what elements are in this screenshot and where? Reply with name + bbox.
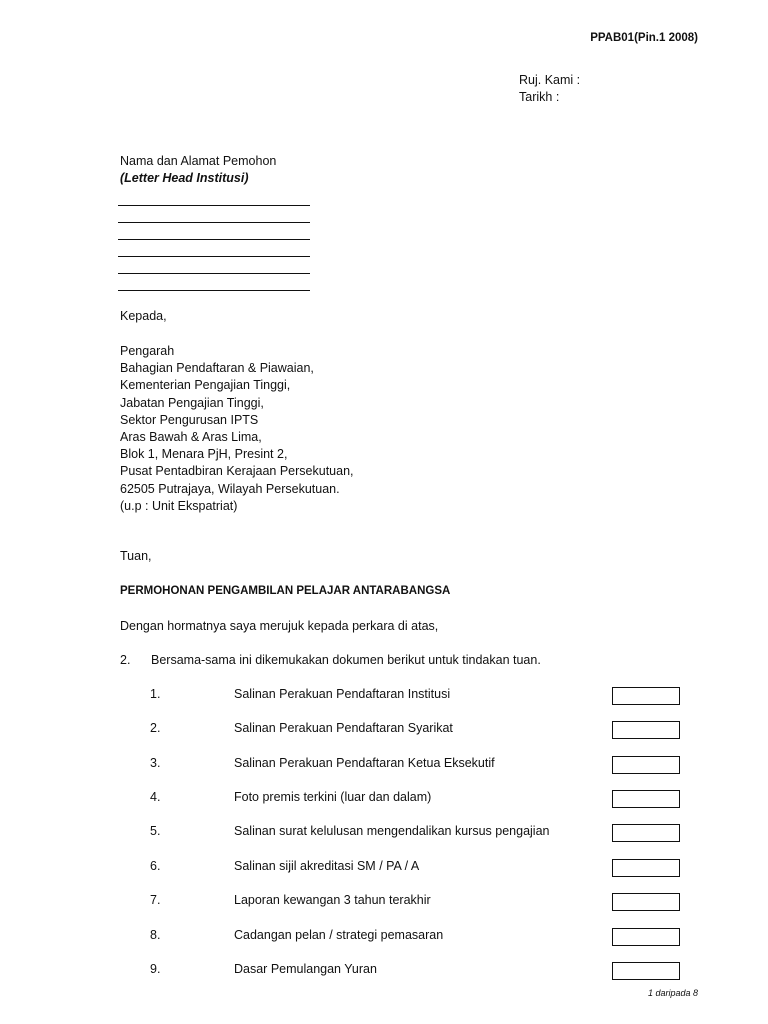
recipient-line: Bahagian Pendaftaran & Piawaian, xyxy=(120,361,314,376)
document-label: Salinan Perakuan Pendaftaran Syarikat xyxy=(234,721,453,735)
recipient-line: Pusat Pentadbiran Kerajaan Persekutuan, xyxy=(120,464,354,479)
document-checkbox[interactable] xyxy=(612,893,680,911)
address-blank-line[interactable] xyxy=(118,205,310,206)
form-code: PPAB01(Pin.1 2008) xyxy=(590,32,698,44)
document-number: 6. xyxy=(150,859,161,873)
document-label: Salinan surat kelulusan mengendalikan kursus pengajian xyxy=(234,824,550,838)
document-number: 7. xyxy=(150,893,161,907)
recipient-line: Pengarah xyxy=(120,344,175,358)
document-item xyxy=(0,859,768,879)
reference-block xyxy=(519,72,580,106)
applicant-block xyxy=(120,153,276,187)
salutation-to: Kepada, xyxy=(120,309,167,323)
document-number: 8. xyxy=(150,928,161,942)
document-checkbox[interactable] xyxy=(612,824,680,842)
address-blank-line[interactable] xyxy=(118,222,310,223)
document-checkbox[interactable] xyxy=(612,928,680,946)
tarikh-label: Tarikh : xyxy=(519,90,560,104)
document-number: 1. xyxy=(150,687,161,701)
recipient-line: Kementerian Pengajian Tinggi, xyxy=(120,378,291,393)
paragraph-number: 2. xyxy=(120,653,131,667)
document-number: 3. xyxy=(150,756,161,770)
recipient-address xyxy=(120,343,354,515)
document-item xyxy=(0,790,768,810)
recipient-line: 62505 Putrajaya, Wilayah Persekutuan. xyxy=(120,481,340,496)
salutation: Tuan, xyxy=(120,549,152,563)
document-item xyxy=(0,721,768,741)
address-blank-line[interactable] xyxy=(118,239,310,240)
document-label: Salinan sijil akreditasi SM / PA / A xyxy=(234,859,420,873)
document-item xyxy=(0,893,768,913)
document-item xyxy=(0,962,768,982)
page-indicator: 1 daripada 8 xyxy=(647,988,698,998)
address-blank-line[interactable] xyxy=(118,256,310,257)
document-checkbox[interactable] xyxy=(612,790,680,808)
applicant-label: Nama dan Alamat Pemohon xyxy=(120,154,277,168)
document-checkbox[interactable] xyxy=(612,962,680,980)
document-checkbox[interactable] xyxy=(612,756,680,774)
document-label: Foto premis terkini (luar dan dalam) xyxy=(234,790,432,804)
document-number: 9. xyxy=(150,962,161,976)
document-label: Dasar Pemulangan Yuran xyxy=(234,962,377,976)
document-number: 5. xyxy=(150,824,161,838)
document-label: Laporan kewangan 3 tahun terakhir xyxy=(234,893,431,907)
document-checkbox[interactable] xyxy=(612,721,680,739)
document-checkbox[interactable] xyxy=(612,859,680,877)
subject-title: PERMOHONAN PENGAMBILAN PELAJAR ANTARABANGSA xyxy=(120,585,451,597)
recipient-line: Jabatan Pengajian Tinggi, xyxy=(120,395,264,410)
document-item xyxy=(0,687,768,707)
document-item xyxy=(0,824,768,844)
opening-sentence: Dengan hormatnya saya merujuk kepada perkara di atas, xyxy=(120,619,439,633)
address-blank-line[interactable] xyxy=(118,273,310,274)
ruj-kami-label: Ruj. Kami : xyxy=(519,73,581,87)
document-item xyxy=(0,928,768,948)
document-label: Cadangan pelan / strategi pemasaran xyxy=(234,928,444,942)
recipient-line: (u.p : Unit Ekspatriat) xyxy=(120,498,238,513)
document-checkbox[interactable] xyxy=(612,687,680,705)
document-number: 4. xyxy=(150,790,161,804)
document-number: 2. xyxy=(150,721,161,735)
document-label: Salinan Perakuan Pendaftaran Ketua Eksekutif xyxy=(234,756,495,770)
paragraph-text: Bersama-sama ini dikemukakan dokumen berikut untuk tindakan tuan. xyxy=(151,653,541,667)
document-item xyxy=(0,756,768,776)
recipient-line: Sektor Pengurusan IPTS xyxy=(120,412,259,427)
address-blank-line[interactable] xyxy=(118,290,310,291)
recipient-line: Blok 1, Menara PjH, Presint 2, xyxy=(120,447,288,462)
letterhead-note: (Letter Head Institusi) xyxy=(120,171,249,185)
recipient-line: Aras Bawah & Aras Lima, xyxy=(120,430,262,445)
document-label: Salinan Perakuan Pendaftaran Institusi xyxy=(234,687,451,701)
